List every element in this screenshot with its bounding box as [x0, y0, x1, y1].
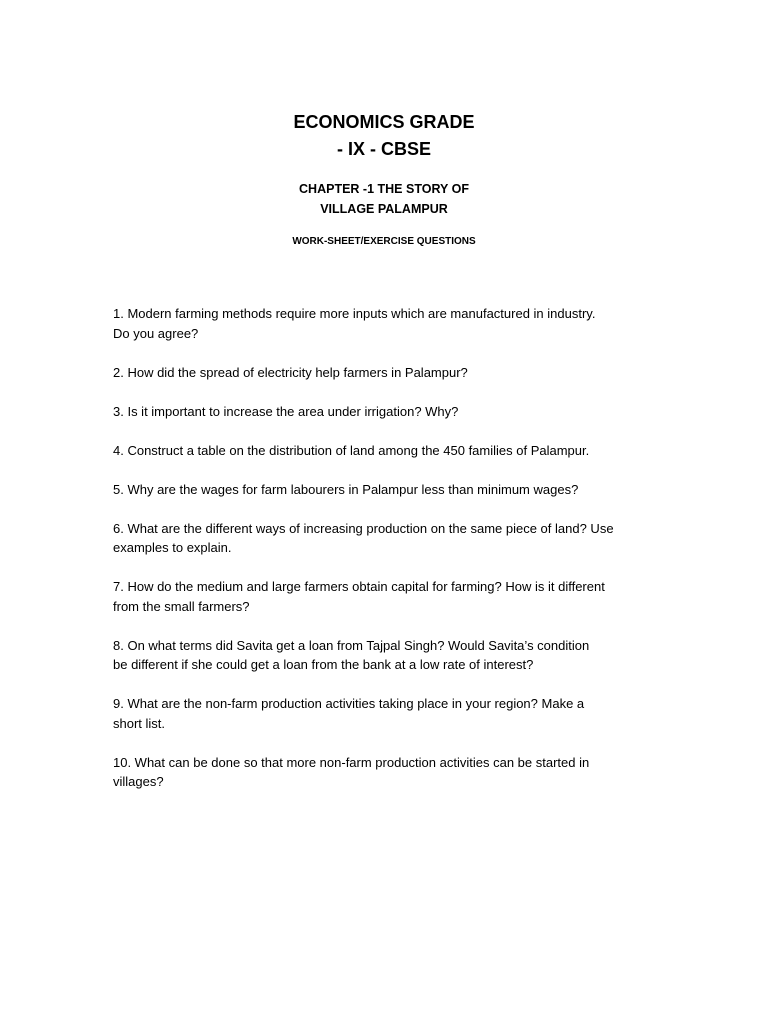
chapter-heading	[0, 179, 768, 219]
question-line: examples to explain.	[113, 540, 232, 555]
question-item	[113, 577, 658, 616]
question-item	[113, 304, 658, 343]
question-line: 7. How do the medium and large farmers obtain capital for farming? How is it different	[113, 579, 605, 594]
question-line: 9. What are the non-farm production activities taking place in your region? Make a	[113, 696, 585, 711]
question-line: short list.	[113, 715, 166, 731]
document-title	[0, 109, 768, 163]
question-line: 6. What are the different ways of increasing production on the same piece of land? Use	[113, 520, 614, 536]
question-line: from the small farmers?	[113, 598, 250, 614]
title-line-1: ECONOMICS GRADE	[293, 112, 475, 132]
question-item	[113, 363, 658, 383]
worksheet-label: WORK-SHEET/EXERCISE QUESTIONS	[292, 236, 476, 247]
question-line: 4. Construct a table on the distribution of land among the 450 families of Palampur.	[113, 442, 590, 458]
title-line-2: - IX - CBSE	[336, 139, 431, 159]
question-line: 2. How did the spread of electricity help farmers in Palampur?	[113, 364, 468, 380]
question-item	[113, 402, 658, 422]
question-item	[113, 441, 658, 461]
chapter-line-1: CHAPTER -1 THE STORY OF	[299, 182, 469, 196]
question-line: Do you agree?	[113, 325, 199, 341]
question-line: 1. Modern farming methods require more inputs which are manufactured in industry.	[113, 306, 596, 321]
question-line: villages?	[113, 774, 164, 789]
question-item	[113, 753, 658, 792]
question-item	[113, 519, 658, 558]
question-item	[113, 636, 658, 675]
chapter-line-2: VILLAGE PALAMPUR	[320, 202, 448, 216]
question-line: 5. Why are the wages for farm labourers in Palampur less than minimum wages?	[113, 481, 579, 497]
question-list	[113, 304, 658, 792]
question-line: 3. Is it important to increase the area under irrigation? Why?	[113, 403, 459, 419]
question-line: 10. What can be done so that more non-farm production activities can be started in	[113, 754, 590, 770]
question-line: 8. On what terms did Savita get a loan from Tajpal Singh? Would Savita’s condition	[113, 637, 590, 653]
question-line: be different if she could get a loan from the bank at a low rate of interest?	[113, 657, 534, 672]
question-item	[113, 480, 658, 500]
question-item	[113, 694, 658, 733]
